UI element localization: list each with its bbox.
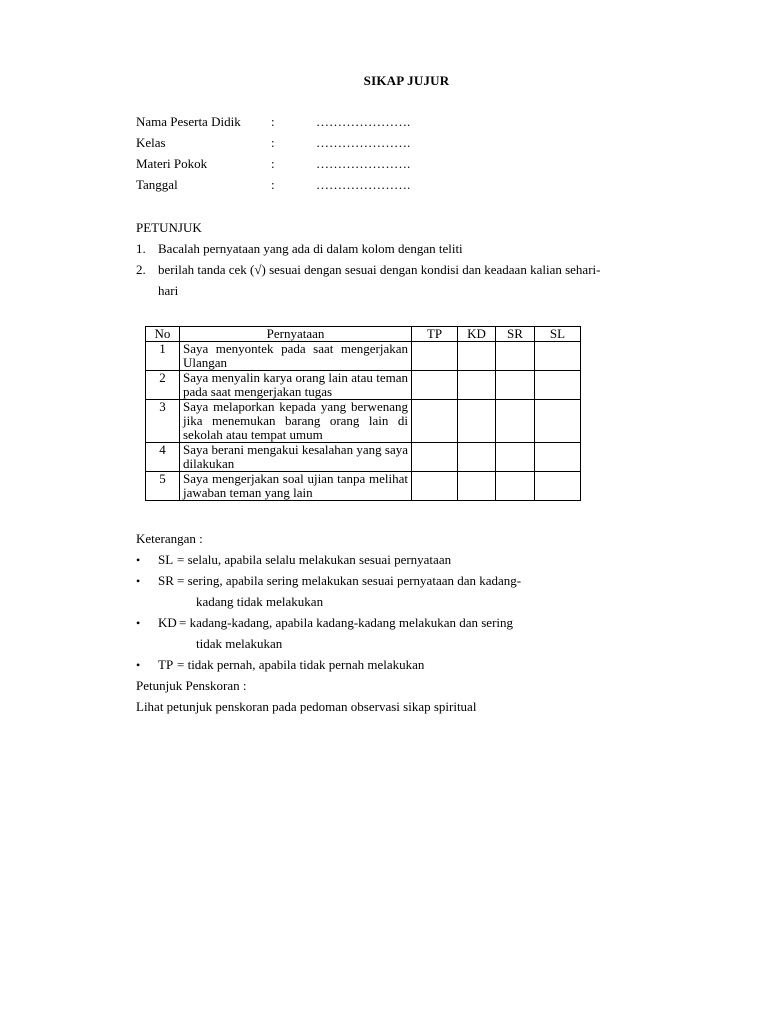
row-statement: Saya menyontek pada saat mengerjakan Ulangan [180,342,412,371]
check-cell-sl[interactable] [535,400,581,443]
header-pernyataan: Pernyataan [180,327,412,342]
header-kd: KD [458,327,496,342]
field-colon: : [271,177,275,192]
row-statement: Saya melaporkan kepada yang berwenang jika menemukan barang orang lain di sekolah atau tempat umum [180,400,412,443]
check-cell-tp[interactable] [412,443,458,472]
legend-code: TP [158,657,174,672]
row-statement: Saya mengerjakan soal ujian tanpa melihat jawaban teman yang lain [180,472,412,501]
check-cell-kd[interactable] [458,400,496,443]
scoring-heading: Petunjuk Penskoran : [136,678,247,693]
field-colon: : [271,156,275,171]
check-cell-tp[interactable] [412,400,458,443]
check-cell-kd[interactable] [458,342,496,371]
header-sr: SR [496,327,535,342]
legend-code: SL [158,552,174,567]
instruction-text: berilah tanda cek (√) sesuai dengan sesuai dengan kondisi dan keadaan kalian sehari- [158,262,601,277]
page-title: SIKAP JUJUR [363,73,450,88]
field-label: Kelas [136,135,166,150]
field-label: Nama Peserta Didik [136,114,241,129]
check-cell-tp[interactable] [412,472,458,501]
field-label: Tanggal [136,177,178,192]
check-cell-sr[interactable] [496,400,535,443]
row-statement: Saya menyalin karya orang lain atau teman pada saat mengerjakan tugas [180,371,412,400]
row-number: 5 [146,472,180,501]
legend-code: KD [158,615,177,630]
legend-text: = selalu, apabila selalu melakukan sesuai pernyataan [177,552,452,567]
check-cell-sl[interactable] [535,371,581,400]
field-colon: : [271,114,275,129]
row-number: 2 [146,371,180,400]
check-cell-tp[interactable] [412,371,458,400]
check-cell-sr[interactable] [496,443,535,472]
header-no: No [146,327,180,342]
field-label: Materi Pokok [136,156,208,171]
field-value-placeholder: …………………. [316,135,411,150]
table-row [146,443,581,472]
check-cell-kd[interactable] [458,443,496,472]
bullet-icon: • [136,616,141,630]
legend-code: SR [158,573,174,588]
check-cell-sl[interactable] [535,472,581,501]
legend-item-sr-continuation: kadang tidak melakukan [196,594,324,609]
row-number: 1 [146,342,180,371]
instruction-number: 1. [136,241,146,256]
field-value-placeholder: …………………. [316,156,411,171]
header-tp: TP [412,327,458,342]
field-value-placeholder: …………………. [316,177,411,192]
field-colon: : [271,135,275,150]
bullet-icon: • [136,574,141,588]
check-cell-kd[interactable] [458,472,496,501]
table-row [146,472,581,501]
table-row [146,342,581,371]
field-value-placeholder: …………………. [316,114,411,129]
check-cell-sr[interactable] [496,342,535,371]
legend-text: = kadang-kadang, apabila kadang-kadang melakukan dan sering [179,615,514,630]
header-sl: SL [535,327,581,342]
instruction-number: 2. [136,262,146,277]
scoring-text: Lihat petunjuk penskoran pada pedoman observasi sikap spiritual [136,699,477,714]
assessment-table [145,326,581,501]
legend-heading: Keterangan : [136,531,203,546]
check-cell-sr[interactable] [496,472,535,501]
instructions-heading: PETUNJUK [136,220,202,235]
check-cell-kd[interactable] [458,371,496,400]
instruction-text-cont: hari [158,283,179,298]
table-row [146,371,581,400]
check-cell-sr[interactable] [496,371,535,400]
legend-text: = sering, apabila sering melakukan sesuai pernyataan dan kadang- [177,573,522,588]
instruction-text: Bacalah pernyataan yang ada di dalam kolom dengan teliti [158,241,463,256]
row-statement: Saya berani mengakui kesalahan yang saya dilakukan [180,443,412,472]
table-row [146,400,581,443]
row-number: 4 [146,443,180,472]
row-number: 3 [146,400,180,443]
check-cell-sl[interactable] [535,443,581,472]
bullet-icon: • [136,658,141,672]
legend-item-kd-continuation: tidak melakukan [196,636,283,651]
check-cell-tp[interactable] [412,342,458,371]
check-cell-sl[interactable] [535,342,581,371]
table-header-row [146,327,581,342]
bullet-icon: • [136,553,141,567]
legend-text: = tidak pernah, apabila tidak pernah melakukan [177,657,425,672]
